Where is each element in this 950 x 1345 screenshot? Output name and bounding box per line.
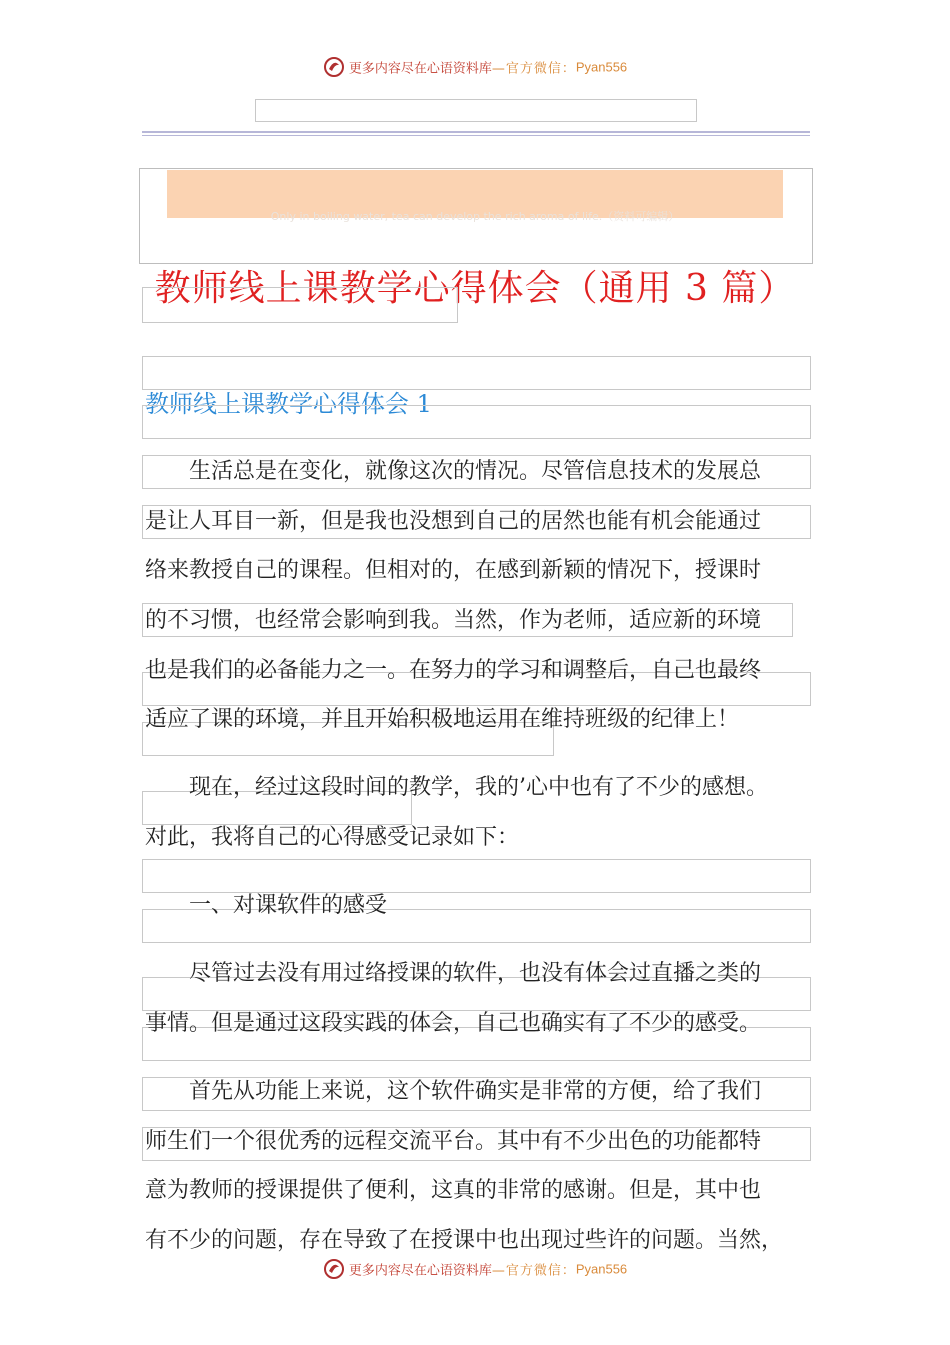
page-title: 教师线上课教学心得体会（通用 3 篇）: [154, 268, 796, 309]
header-rule-thin: [142, 135, 810, 136]
watermark-text: 更多内容尽在心语资料库: [348, 1263, 492, 1279]
header-watermark: [0, 56, 950, 78]
body-line: 首先从功能上来说，这个软件确实是非常的方便，给了我们: [145, 1079, 762, 1104]
body-line: 的不习惯，也经常会影响到我。当然，作为老师，适应新的环境: [145, 608, 762, 633]
body-line: 尽管过去没有用过络授课的软件，也没有体会过直播之类的: [145, 961, 762, 986]
section-heading: 教师线上课教学心得体会 1: [145, 390, 432, 418]
body-line: 有不少的问题，存在导致了在授课中也出现过些许的问题。当然，: [145, 1228, 784, 1253]
body-line: 是让人耳目一新，但是我也没想到自己的居然也能有机会能通过: [145, 509, 762, 534]
watermark-text: 更多内容尽在心语资料库: [348, 61, 492, 77]
logo-icon: [323, 1258, 345, 1280]
body-line: 现在，经过这段时间的教学，我的’心中也有了不少的感想。: [145, 775, 768, 800]
body-line: 一、对课软件的感受: [145, 893, 388, 918]
logo-icon: [323, 56, 345, 78]
watermark-wechat-id: Pyan556: [575, 59, 628, 75]
title-frame: [142, 287, 458, 323]
body-line: 络来教授自己的课程。但相对的，在感到新颖的情况下，授课时: [145, 558, 762, 583]
header-field-box: [255, 99, 697, 122]
watermark-wechat-id: Pyan556: [575, 1261, 628, 1277]
body-line: 对此，我将自己的心得感受记录如下：: [145, 825, 520, 850]
frame-box: [142, 405, 811, 439]
footer-watermark: [0, 1258, 950, 1280]
body-line: 师生们一个很优秀的远程交流平台。其中有不少出色的功能都特: [145, 1129, 762, 1154]
watermark-wechat-label: —官方微信：: [491, 61, 576, 77]
banner-text: Only in boiling water, tea can develop the rich aroma of life.（资料可编辑）: [270, 210, 680, 223]
body-line: 意为教师的授课提供了便利，这真的非常的感谢。但是，其中也: [145, 1178, 762, 1203]
body-line: 也是我们的必备能力之一。在努力的学习和调整后，自己也最终: [145, 658, 762, 683]
frame-box: [142, 859, 811, 893]
header-rule: [142, 131, 810, 133]
body-line: 事情。但是通过这段实践的体会，自己也确实有了不少的感受。: [145, 1011, 762, 1036]
body-line: 适应了课的环境，并且开始积极地运用在维持班级的纪律上！: [145, 707, 740, 732]
watermark-wechat-label: —官方微信：: [491, 1263, 576, 1279]
body-line: 生活总是在变化，就像这次的情况。尽管信息技术的发展总: [145, 459, 762, 484]
